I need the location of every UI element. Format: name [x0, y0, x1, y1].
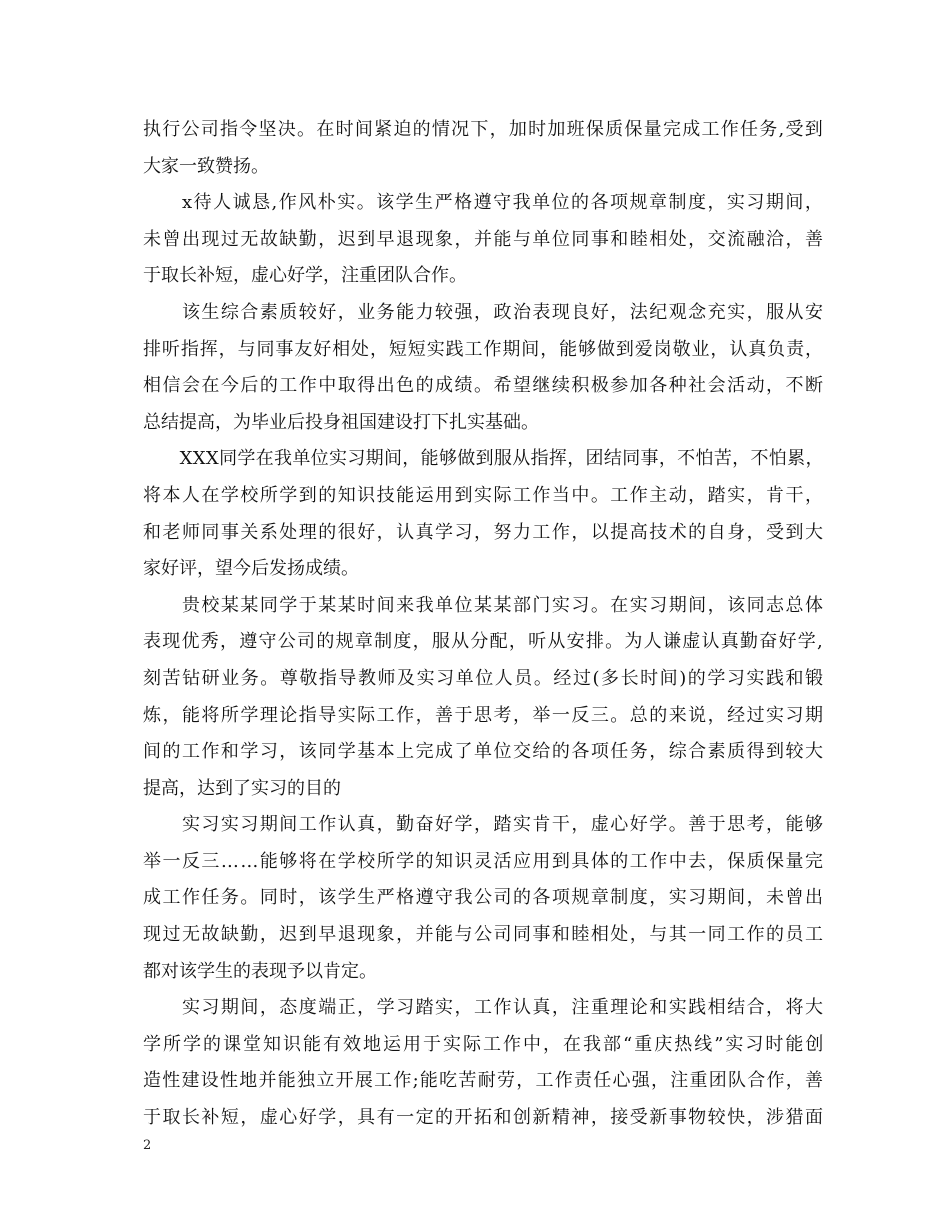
text-line: 相信会在今后的工作中取得出色的成绩。希望继续积极参加各种社会活动，不断	[143, 375, 825, 397]
text-line: 于取长补短，虚心好学，注重团队合作。	[143, 265, 467, 287]
text-line: 提高，达到了实习的目的	[143, 777, 341, 799]
text-line: XXX同学在我单位实习期间，能够做到服从指挥，团结同事，不怕苦，不怕累，	[143, 448, 824, 470]
text-line: 于取长补短，虚心好学，具有一定的开拓和创新精神，接受新事物较快，涉猎面	[143, 1107, 825, 1129]
text-line: 成工作任务。同时，该学生严格遵守我公司的各项规章制度，实习期间，未曾出	[143, 887, 825, 909]
text-line: x待人诚恳,作风朴实。该学生严格遵守我单位的各项规章制度，实习期间，	[143, 192, 825, 214]
text-line: 现过无故缺勤，迟到早退现象，并能与公司同事和睦相处，与其一同工作的员工	[143, 924, 825, 946]
document-body	[143, 112, 826, 1137]
text-line: 间的工作和学习，该同学基本上完成了单位交给的各项任务，综合素质得到较大	[143, 741, 825, 763]
text-line: 家好评，望今后发扬成绩。	[143, 558, 359, 580]
text-line: 炼，能将所学理论指导实际工作，善于思考，举一反三。总的来说，经过实习期	[143, 704, 825, 726]
text-line: 执行公司指令坚决。在时间紧迫的情况下，加时加班保质保量完成工作任务,受到	[143, 119, 824, 140]
text-line: 举一反三……能够将在学校所学的知识灵活应用到具体的工作中去，保质保量完	[143, 850, 825, 872]
text-line: 实习实习期间工作认真，勤奋好学，踏实肯干，虚心好学。善于思考，能够	[143, 814, 825, 836]
page-number: 2	[143, 1138, 152, 1153]
text-line: 该生综合素质较好，业务能力较强，政治表现良好，法纪观念充实，服从安	[143, 301, 825, 323]
text-line: 未曾出现过无故缺勤，迟到早退现象，并能与单位同事和睦相处，交流融洽，善	[143, 228, 825, 250]
text-line: 总结提高，为毕业后投身祖国建设打下扎实基础。	[143, 411, 539, 433]
text-line: 表现优秀，遵守公司的规章制度，服从分配，听从安排。为人谦虚认真勤奋好学,	[143, 631, 824, 653]
text-line: 实习期间，态度端正，学习踏实，工作认真，注重理论和实践相结合，将大	[143, 997, 825, 1019]
text-line: 排听指挥，与同事友好相处，短短实践工作期间，能够做到爱岗敬业，认真负责，	[143, 338, 824, 360]
text-line: 都对该学生的表现予以肯定。	[143, 960, 377, 982]
text-line: 大家一致赞扬。	[143, 155, 269, 177]
text-line: 将本人在学校所学到的知识技能运用到实际工作当中。工作主动，踏实，肯干，	[143, 484, 825, 506]
text-line: 造性建设性地并能独立开展工作;能吃苦耐劳，工作责任心强，注重团队合作，善	[143, 1070, 825, 1092]
text-line: 贵校某某同学于某某时间来我单位某某部门实习。在实习期间，该同志总体	[143, 594, 825, 616]
text-line: 刻苦钻研业务。尊敬指导教师及实习单位人员。经过(多长时间)的学习实践和锻	[143, 667, 825, 689]
text-line: 学所学的课堂知识能有效地运用于实际工作中，在我部“重庆热线”实习时能创	[143, 1033, 826, 1055]
text-line: 和老师同事关系处理的很好，认真学习，努力工作，以提高技术的自身，受到大	[143, 521, 825, 543]
